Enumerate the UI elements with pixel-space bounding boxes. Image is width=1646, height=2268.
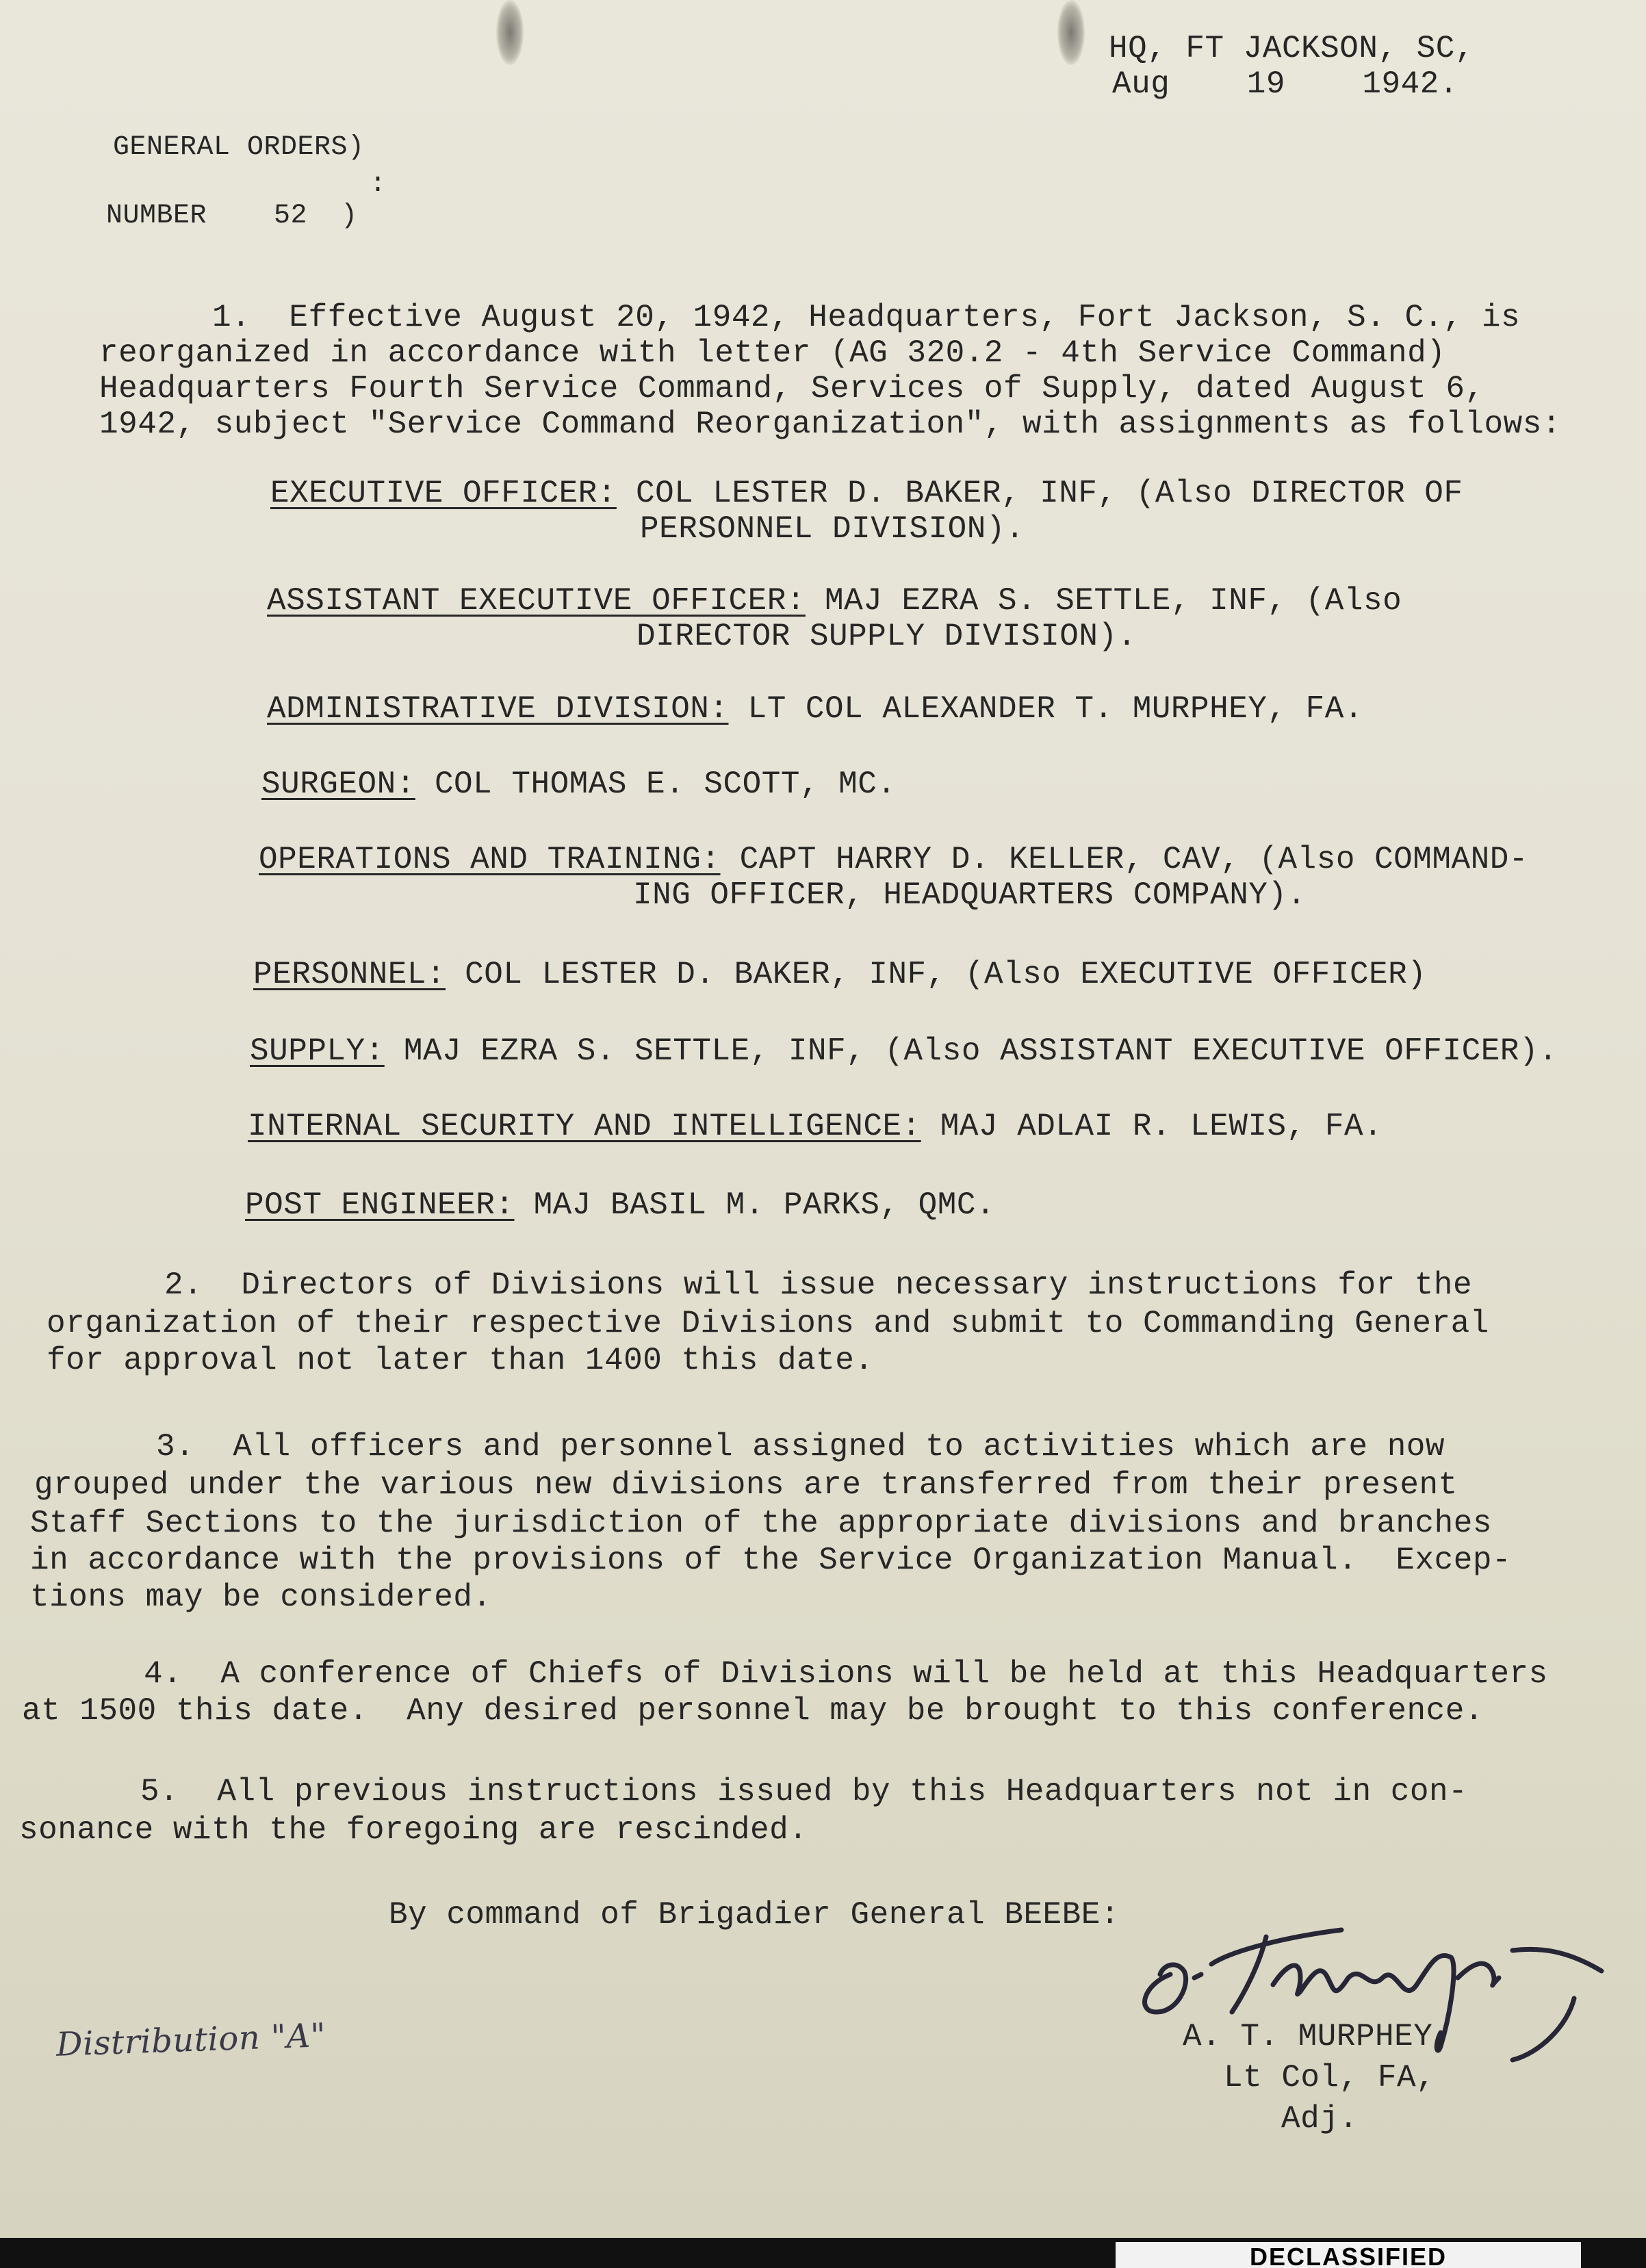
distribution-note: Distribution "A" bbox=[55, 2016, 327, 2064]
assignment-label: PERSONNEL: bbox=[253, 957, 446, 992]
assignment-text: MAJ EZRA S. SETTLE, INF, (Also bbox=[805, 583, 1402, 619]
assignment-text: MAJ ADLAI R. LEWIS, FA. bbox=[921, 1109, 1383, 1144]
paragraph-line: sonance with the foregoing are rescinded. bbox=[19, 1812, 808, 1848]
general-orders-label: GENERAL ORDERS) bbox=[113, 132, 365, 163]
assignment-executive-officer bbox=[270, 476, 1463, 511]
paragraph-line: 1. Effective August 20, 1942, Headquarters, Fort Jackson, S. C., is bbox=[212, 300, 1521, 335]
assignment-administrative-division bbox=[267, 691, 1363, 727]
declassified-stamp: DECLASSIFIED bbox=[1116, 2242, 1581, 2268]
assignment-label: SUPPLY: bbox=[250, 1033, 385, 1069]
paragraph-line: 1942, subject "Service Command Reorganization", with assignments as follows: bbox=[99, 407, 1561, 442]
assignment-text: COL THOMAS E. SCOTT, MC. bbox=[415, 766, 897, 802]
paragraph-line: tions may be considered. bbox=[30, 1580, 492, 1615]
paragraph-line: for approval not later than 1400 this date. bbox=[47, 1343, 874, 1378]
assignment-text: LT COL ALEXANDER T. MURPHEY, FA. bbox=[728, 691, 1363, 727]
paragraph-line: 3. All officers and personnel assigned to activities which are now bbox=[156, 1429, 1445, 1465]
assignment-continuation: PERSONNEL DIVISION). bbox=[640, 511, 1025, 547]
signer-rank: Lt Col, FA, bbox=[1224, 2060, 1436, 2096]
assignment-label: SURGEON: bbox=[261, 766, 415, 802]
paragraph-line: 5. All previous instructions issued by this Headquarters not in con- bbox=[140, 1774, 1468, 1809]
paragraph-line: reorganized in accordance with letter (AG 320.2 - 4th Service Command) bbox=[99, 335, 1446, 371]
assignment-internal-security bbox=[248, 1109, 1383, 1144]
assignment-personnel bbox=[253, 957, 1426, 992]
general-orders-colon: : bbox=[370, 169, 387, 200]
assignment-text: CAPT HARRY D. KELLER, CAV, (Also COMMAND- bbox=[720, 842, 1528, 877]
order-date-line: Aug 19 1942. bbox=[1112, 66, 1458, 102]
assignment-text: MAJ BASIL M. PARKS, QMC. bbox=[514, 1187, 996, 1223]
assignment-assistant-executive-officer bbox=[267, 583, 1402, 619]
paragraph-line: grouped under the various new divisions are transferred from their present bbox=[34, 1467, 1458, 1503]
assignment-text: COL LESTER D. BAKER, INF, (Also DIRECTOR OF bbox=[616, 476, 1463, 511]
paragraph-line: organization of their respective Divisions and submit to Commanding General bbox=[47, 1306, 1489, 1341]
assignment-text: MAJ EZRA S. SETTLE, INF, (Also ASSISTANT EXECUTIVE OFFICER). bbox=[384, 1033, 1558, 1069]
punch-hole bbox=[1057, 0, 1085, 65]
assignment-label: INTERNAL SECURITY AND INTELLIGENCE: bbox=[248, 1109, 921, 1144]
signer-name: A. T. MURPHEY, bbox=[1183, 2019, 1452, 2054]
punch-hole bbox=[496, 0, 524, 65]
assignment-post-engineer bbox=[245, 1187, 995, 1223]
assignment-label: OPERATIONS AND TRAINING: bbox=[259, 842, 721, 877]
paragraph-line: Staff Sections to the jurisdiction of the appropriate divisions and branches bbox=[30, 1506, 1492, 1541]
assignment-label: ADMINISTRATIVE DIVISION: bbox=[267, 691, 729, 727]
assignment-text: COL LESTER D. BAKER, INF, (Also EXECUTIVE OFFICER) bbox=[446, 957, 1427, 992]
paragraph-line: Headquarters Fourth Service Command, Services of Supply, dated August 6, bbox=[99, 371, 1484, 407]
paragraph-line: at 1500 this date. Any desired personnel may be brought to this conference. bbox=[22, 1693, 1484, 1729]
paragraph-line: 2. Directors of Divisions will issue necessary instructions for the bbox=[164, 1267, 1473, 1303]
paragraph-line: 4. A conference of Chiefs of Divisions will be held at this Headquarters bbox=[144, 1656, 1548, 1692]
command-line: By command of Brigadier General BEEBE: bbox=[389, 1897, 1120, 1933]
paragraph-line: in accordance with the provisions of the Service Organization Manual. Excep- bbox=[30, 1543, 1512, 1578]
assignment-supply bbox=[250, 1033, 1558, 1069]
assignment-label: POST ENGINEER: bbox=[245, 1187, 515, 1223]
assignment-label: ASSISTANT EXECUTIVE OFFICER: bbox=[267, 583, 806, 619]
signer-title: Adj. bbox=[1281, 2101, 1359, 2137]
assignment-continuation: ING OFFICER, HEADQUARTERS COMPANY). bbox=[633, 877, 1307, 913]
assignment-operations-and-training bbox=[259, 842, 1528, 877]
assignment-continuation: DIRECTOR SUPPLY DIVISION). bbox=[636, 619, 1137, 654]
order-number-label: NUMBER 52 ) bbox=[106, 201, 358, 231]
assignment-surgeon bbox=[261, 766, 896, 802]
assignment-label: EXECUTIVE OFFICER: bbox=[270, 476, 617, 511]
hq-location-line: HQ, FT JACKSON, SC, bbox=[1109, 31, 1474, 66]
